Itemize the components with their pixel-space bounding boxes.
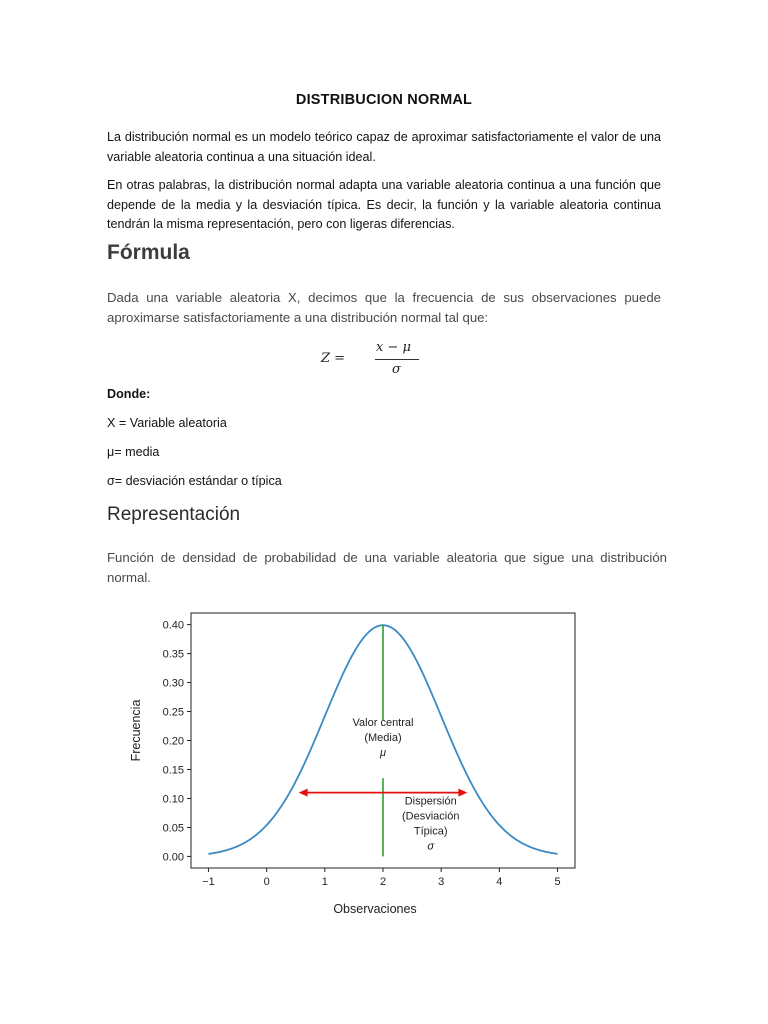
y-tick-label: 0.35 xyxy=(162,648,184,661)
definition-variable: X = Variable aleatoria xyxy=(107,416,227,430)
formula-denominator: σ xyxy=(392,362,401,377)
dispersion-arrow-head-left xyxy=(299,789,308,797)
y-tick-label: 0.25 xyxy=(162,706,184,719)
y-tick-label: 0.20 xyxy=(162,735,184,748)
x-tick-label: 0 xyxy=(263,876,270,888)
definition-std: σ= desviación estándar o típica xyxy=(107,474,282,488)
y-tick-label: 0.15 xyxy=(162,764,184,777)
central-value-label: Valor central xyxy=(352,717,414,730)
dispersion-label: (Desviación xyxy=(401,810,460,823)
central-value-label: μ xyxy=(379,747,387,760)
fraction-bar xyxy=(375,359,419,360)
formula-lhs: Z = xyxy=(321,351,346,366)
formula-numerator: x − μ xyxy=(376,340,411,355)
dispersion-label: Dispersión xyxy=(404,795,457,808)
dispersion-arrow-head-right xyxy=(458,789,467,797)
donde-label: Donde: xyxy=(107,387,151,401)
representation-description: Función de densidad de probabilidad de una variable aleatoria que sigue una distribución normal. xyxy=(107,550,667,585)
y-tick-label: 0.40 xyxy=(162,619,184,632)
y-tick-label: 0.05 xyxy=(162,822,184,835)
definition-mean: μ= media xyxy=(107,445,160,459)
formula-heading: Fórmula xyxy=(107,241,190,264)
dispersion-label: Típica) xyxy=(413,825,448,838)
y-axis-label: Frecuencia xyxy=(129,699,143,762)
y-tick-label: 0.30 xyxy=(162,677,184,690)
x-axis-label: Observaciones xyxy=(333,902,417,916)
x-tick-label: 1 xyxy=(321,876,328,888)
z-score-formula xyxy=(320,338,430,380)
document-title: DISTRIBUCION NORMAL xyxy=(295,92,473,108)
intro-paragraph-1: La distribución normal es un modelo teórico capaz de aproximar satisfactoriamente el valor de una variable aleatoria continua a una situación ideal. xyxy=(107,130,661,164)
x-tick-label: 2 xyxy=(379,876,387,888)
x-tick-label: 5 xyxy=(554,876,561,888)
representation-heading: Representación xyxy=(107,504,241,525)
y-tick-label: 0.00 xyxy=(162,851,184,864)
normal-distribution-chart xyxy=(120,600,590,930)
intro-paragraph-2: En otras palabras, la distribución normal adapta una variable aleatoria continua a una función que depende de la media y la desviación típica. Es decir, la función y la variable aleatoria continua tendrán la misma representación, pero con ligeras diferencias. xyxy=(107,178,661,231)
x-tick-label: 3 xyxy=(438,876,445,888)
central-value-label: (Media) xyxy=(364,732,402,745)
x-tick-label: 4 xyxy=(496,876,503,888)
dispersion-label: σ xyxy=(427,840,435,853)
formula-description: Dada una variable aleatoria X, decimos que la frecuencia de sus observaciones puede aproximarse satisfactoriamente a una distribución normal tal que: xyxy=(107,290,661,325)
y-tick-label: 0.10 xyxy=(162,793,184,806)
x-tick-label: −1 xyxy=(202,876,215,888)
